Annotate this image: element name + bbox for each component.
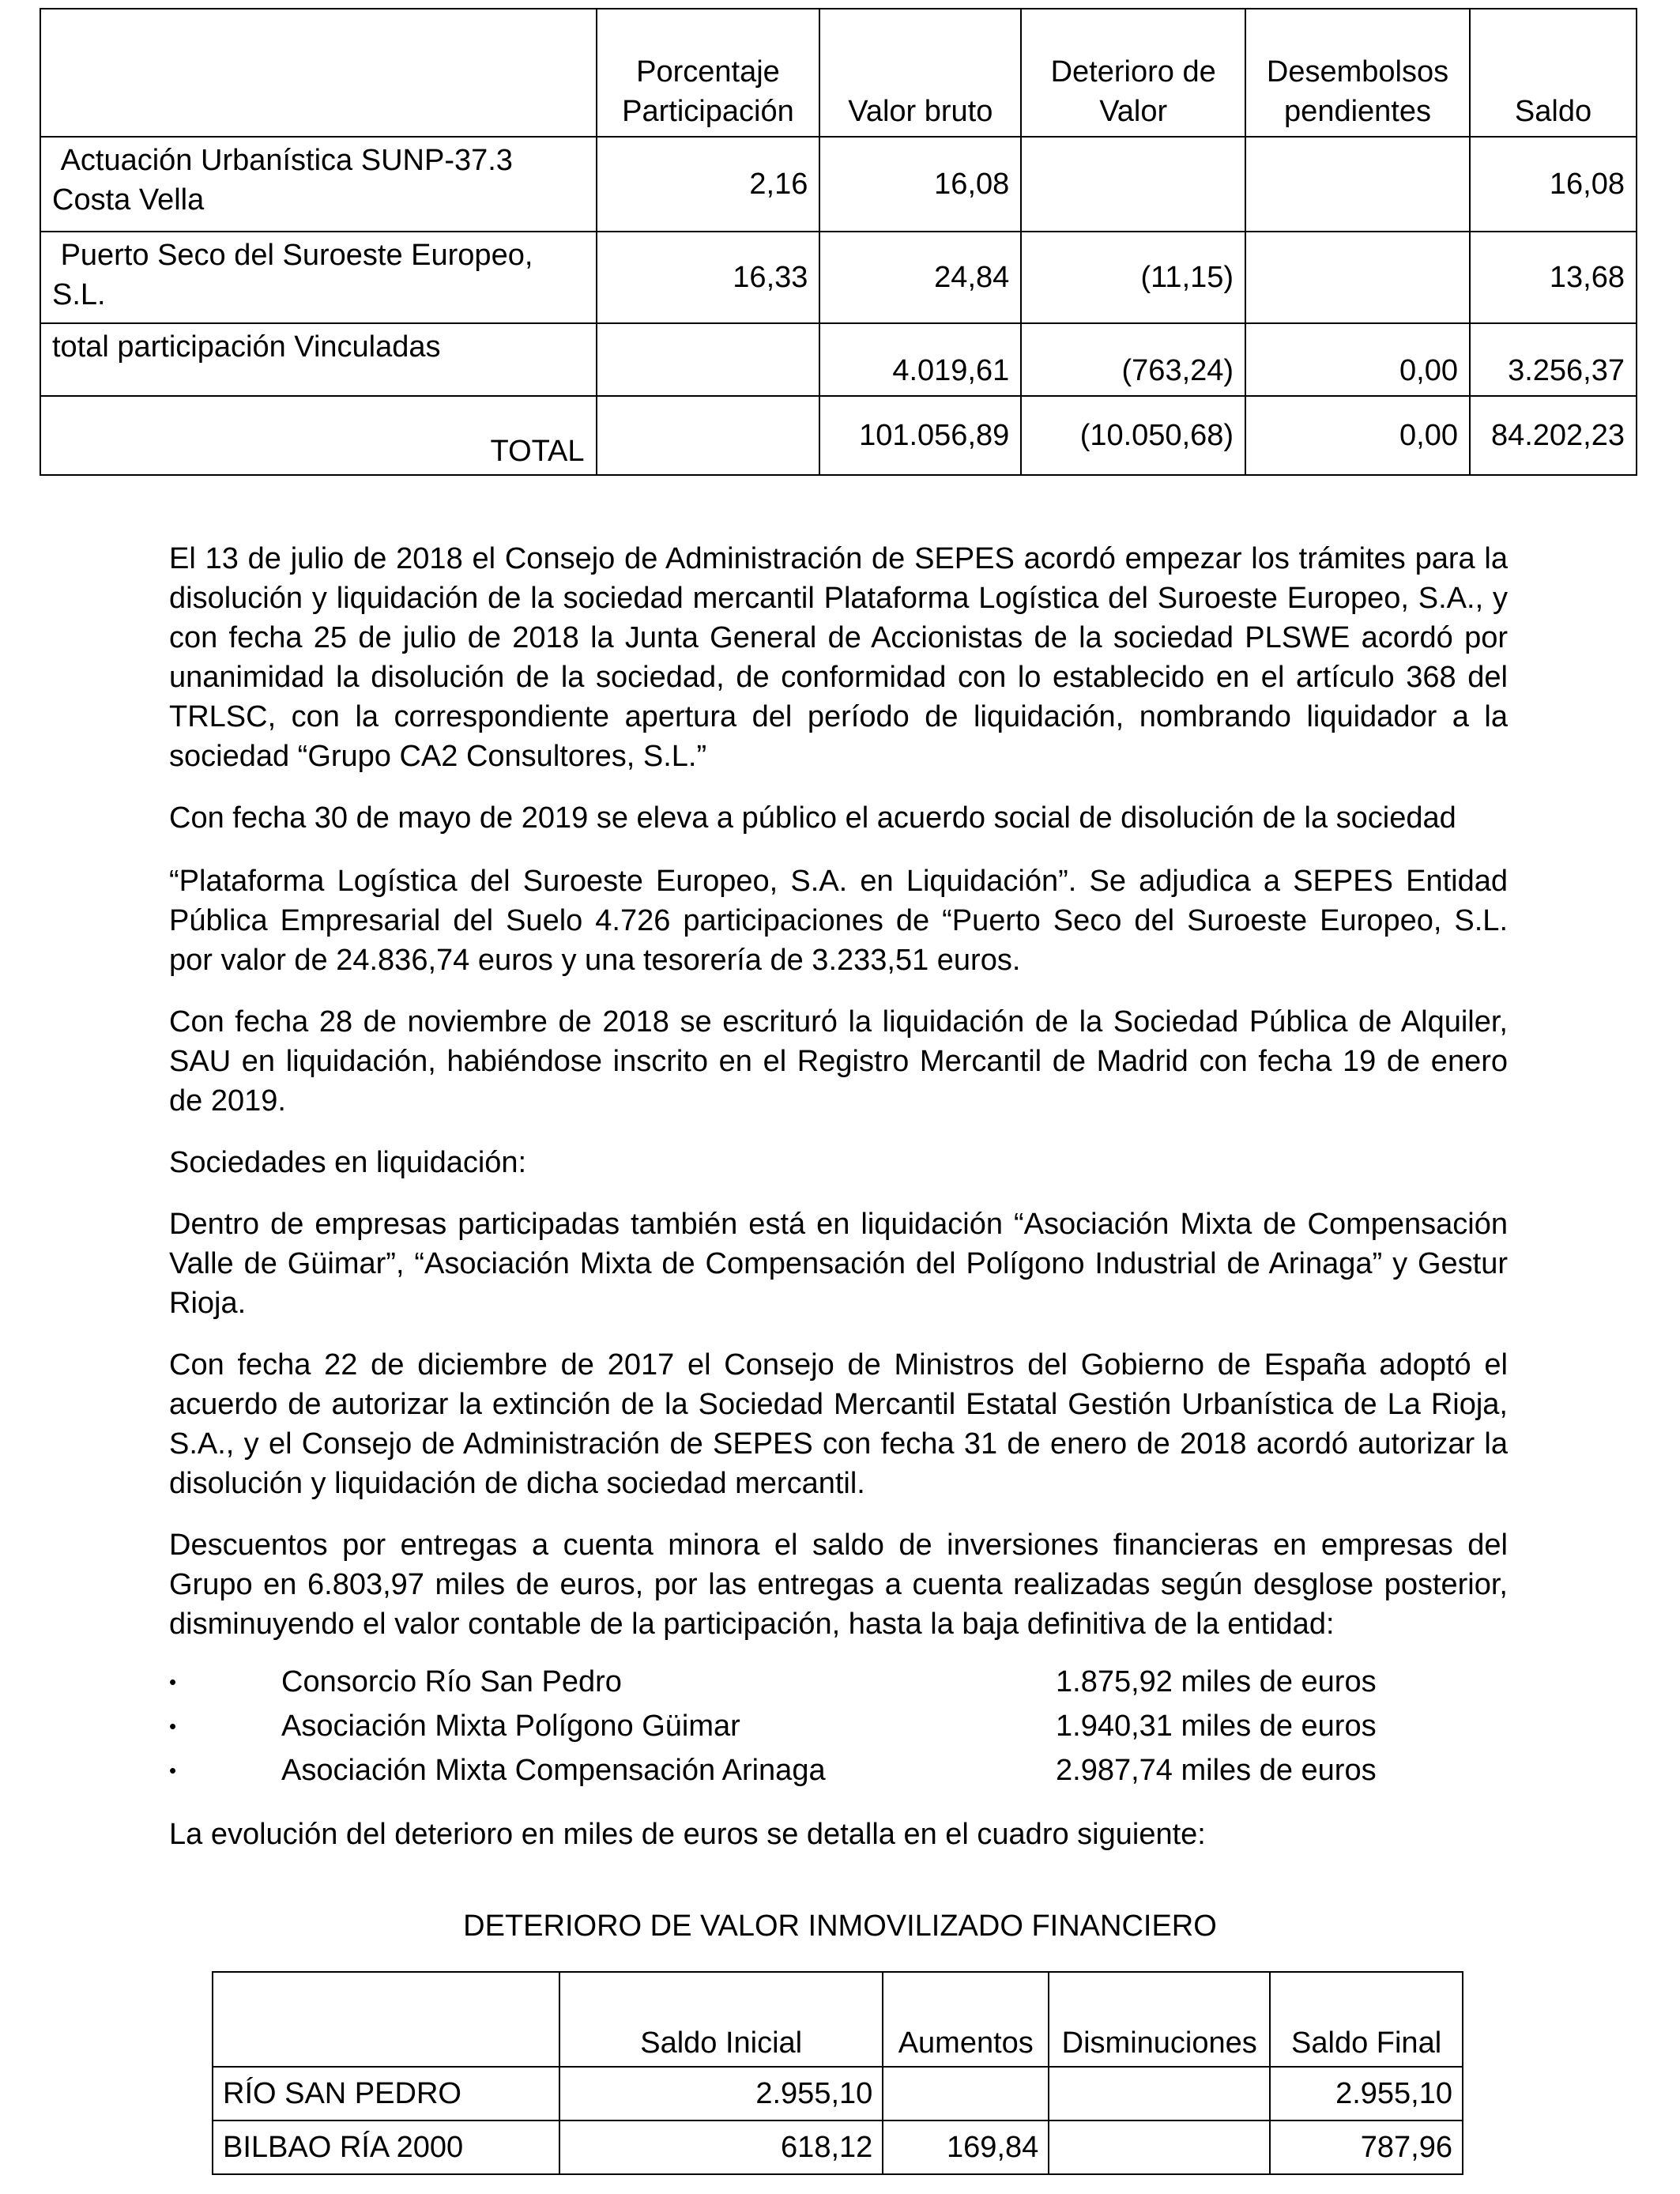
cell-deterioro: (763,24) [1021, 323, 1245, 396]
paragraph: Sociedades en liquidación: [169, 1146, 527, 1179]
cell-saldo-final: 2.955,10 [1270, 2067, 1463, 2120]
header-saldo: Saldo [1470, 9, 1637, 137]
cell-valor-bruto: 4.019,61 [819, 323, 1021, 396]
paragraph: Con fecha 22 de diciembre de 2017 el Consejo de Ministros del Gobierno de España adoptó el acuerdo de autorizar la extinción de la Sociedad Mercantil Estatal Gestión Urbanística de La Rioja, S.A., y el Consejo de Administración de SEPES con fecha 31 de enero de 2018 acordó autorizar la disolución y liquidación de dicha sociedad mercantil. [169, 1348, 1508, 1500]
cell-saldo-inicial: 2.955,10 [559, 2067, 883, 2120]
table-total-row [40, 396, 1637, 475]
bullet-list [169, 1660, 1508, 1793]
table-row [40, 137, 1637, 232]
item-name: Asociación Mixta Compensación Arinaga [281, 1754, 826, 1787]
header-saldo-inicial: Saldo Inicial [559, 1972, 883, 2067]
row-label: TOTAL [40, 396, 597, 475]
header-empty [213, 1972, 559, 2067]
row-label: BILBAO RÍA 2000 [213, 2120, 559, 2174]
body-text [169, 539, 1508, 1876]
list-item [169, 1704, 1508, 1748]
list-item [169, 1660, 1508, 1704]
cell-desembolsos: 0,00 [1245, 323, 1470, 396]
cell-saldo: 84.202,23 [1470, 396, 1637, 475]
header-valor-bruto: Valor bruto [819, 9, 1021, 137]
header-saldo-final: Saldo Final [1270, 1972, 1463, 2067]
cell-saldo-final: 787,96 [1270, 2120, 1463, 2174]
header-deterioro: Deterioro de Valor [1021, 9, 1245, 137]
cell-valor-bruto: 101.056,89 [819, 396, 1021, 475]
cell-valor-bruto: 24,84 [819, 232, 1021, 323]
bullet-icon: • [169, 1759, 177, 1782]
cell-saldo: 3.256,37 [1470, 323, 1637, 396]
header-empty [40, 9, 597, 137]
cell-deterioro [1021, 137, 1245, 232]
header-aumentos: Aumentos [883, 1972, 1049, 2067]
row-label: RÍO SAN PEDRO [213, 2067, 559, 2120]
bullet-icon: • [169, 1670, 177, 1694]
cell-disminuciones [1049, 2120, 1270, 2174]
participations-table [40, 8, 1637, 476]
cell-desembolsos [1245, 232, 1470, 323]
cell-saldo-inicial: 618,12 [559, 2120, 883, 2174]
cell-porcentaje: 16,33 [597, 232, 820, 323]
table-header-row [213, 1972, 1463, 2067]
cell-valor-bruto: 16,08 [819, 137, 1021, 232]
paragraph: “Plataforma Logística del Suroeste Europeo, S.A. en Liquidación”. Se adjudica a SEPES Entidad Pública Empresarial del Suelo 4.726 participaciones de “Puerto Seco del Suroeste Europeo, S.L. por valor de 24.836,74 euros y una tesorería de 3.233,51 euros. [169, 865, 1508, 977]
row-label: total participación Vinculadas [40, 323, 597, 396]
item-name: Consorcio Río San Pedro [281, 1665, 622, 1698]
item-value: 1.940,31 miles de euros [1056, 1710, 1377, 1743]
table-row [40, 323, 1637, 396]
row-label: Actuación Urbanística SUNP-37.3 Costa Vella [40, 137, 597, 232]
paragraph: Con fecha 28 de noviembre de 2018 se escriturό la liquidación de la Sociedad Pública de Alquiler, SAU en liquidación, habiéndose inscrito en el Registro Mercantil de Madrid con fecha 19 de enero de 2019. [169, 1005, 1508, 1118]
cell-porcentaje [597, 323, 820, 396]
header-disminuciones: Disminuciones [1049, 1972, 1270, 2067]
item-value: 1.875,92 miles de euros [1056, 1665, 1377, 1698]
paragraph: El 13 de julio de 2018 el Consejo de Administración de SEPES acordó empezar los trámites para la disolución y liquidación de la sociedad mercantil Plataforma Logística del Suroeste Europeo, S.A., y con fecha 25 de julio de 2018 la Junta General de Accionistas de la sociedad PLSWE acordó por unanimidad la disolución de la sociedad, de conformidad con lo establecido en el artículo 368 del TRLSC, con la correspondiente apertura del período de liquidación, nombrando liquidador a la sociedad “Grupo CA2 Consultores, S.L.” [169, 542, 1508, 773]
cell-porcentaje [597, 396, 820, 475]
cell-desembolsos [1245, 137, 1470, 232]
cell-deterioro: (10.050,68) [1021, 396, 1245, 475]
table-row [40, 232, 1637, 323]
cell-aumentos [883, 2067, 1049, 2120]
bottom-table-title: DETERIORO DE VALOR INMOVILIZADO FINANCIERO [463, 1909, 1217, 1943]
paragraph: Descuentos por entregas a cuenta minora el saldo de inversiones financieras en empresas del Grupo en 6.803,97 miles de euros, por las entregas a cuenta realizadas según desglose posterior, disminuyendo el valor contable de la participación, hasta la baja definitiva de la entidad: [169, 1529, 1508, 1641]
table-row [213, 2120, 1463, 2174]
paragraph: Con fecha 30 de mayo de 2019 se eleva a público el acuerdo social de disolución de la sociedad [169, 801, 1456, 835]
cell-deterioro: (11,15) [1021, 232, 1245, 323]
header-desembolsos: Desembolsos pendientes [1245, 9, 1470, 137]
bullet-icon: • [169, 1714, 177, 1738]
impairment-table [212, 1971, 1463, 2175]
cell-aumentos: 169,84 [883, 2120, 1049, 2174]
paragraph: Dentro de empresas participadas también está en liquidación “Asociación Mixta de Compensación Valle de Güimar”, “Asociación Mixta de Compensación del Polígono Industrial de Arinaga” y Gestur Rioja. [169, 1208, 1508, 1320]
cell-porcentaje: 2,16 [597, 137, 820, 232]
cell-desembolsos: 0,00 [1245, 396, 1470, 475]
paragraph: La evolución del deterioro en miles de euros se detalla en el cuadro siguiente: [169, 1818, 1206, 1851]
list-item [169, 1748, 1508, 1793]
item-name: Asociación Mixta Polígono Güimar [281, 1710, 740, 1743]
table-row [213, 2067, 1463, 2120]
cell-saldo: 13,68 [1470, 232, 1637, 323]
cell-saldo: 16,08 [1470, 137, 1637, 232]
table-header-row [40, 9, 1637, 137]
row-label: Puerto Seco del Suroeste Europeo, S.L. [40, 232, 597, 323]
cell-disminuciones [1049, 2067, 1270, 2120]
header-porcentaje: Porcentaje Participación [597, 9, 820, 137]
item-value: 2.987,74 miles de euros [1056, 1754, 1377, 1787]
